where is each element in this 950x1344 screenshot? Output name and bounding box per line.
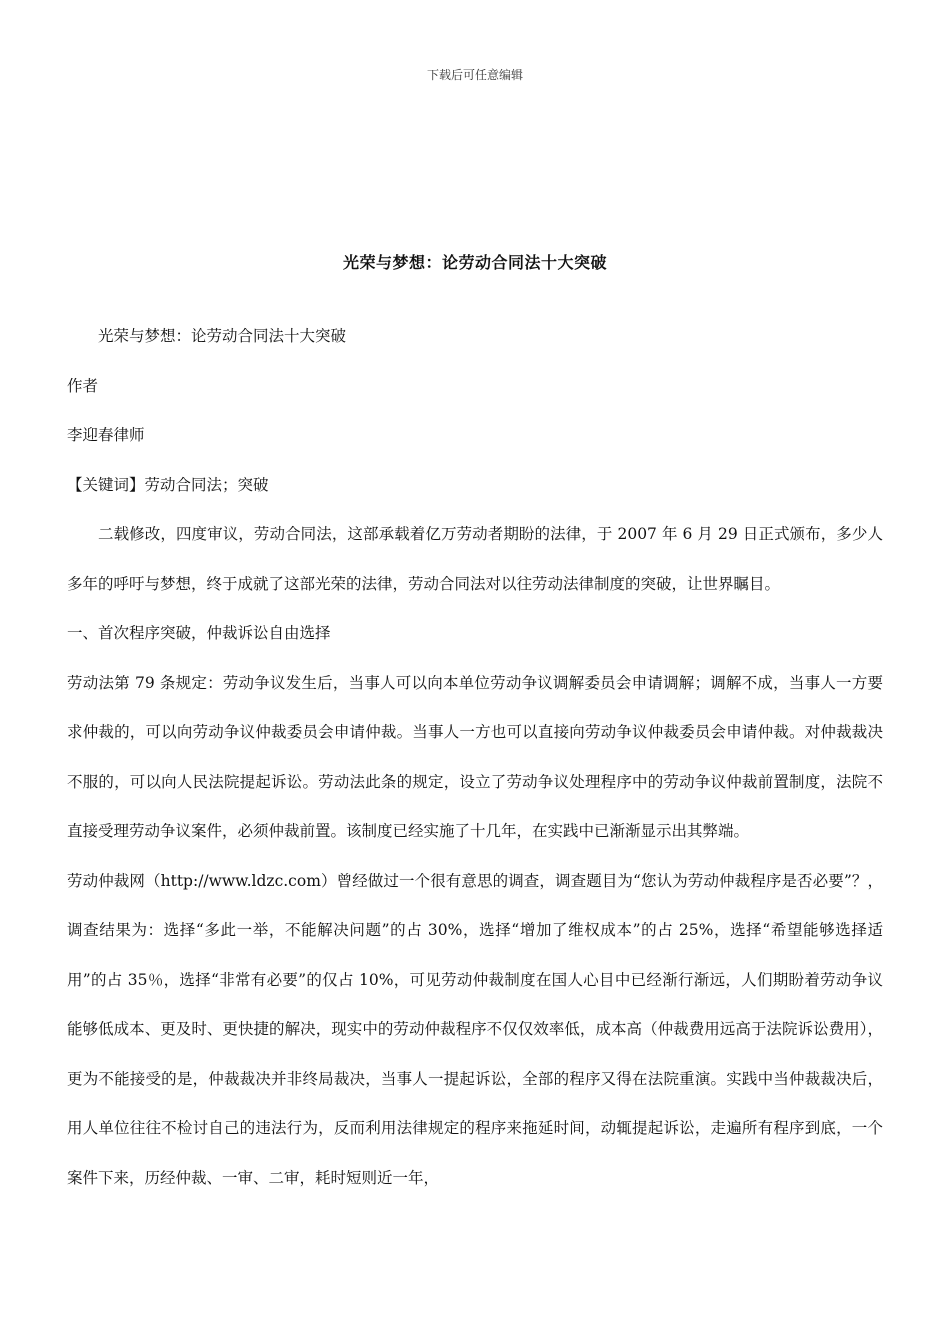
document-title: 光荣与梦想：论劳动合同法十大突破 <box>342 253 607 272</box>
document-subtitle: 光荣与梦想：论劳动合同法十大突破 <box>98 327 347 345</box>
author-label: 作者 <box>67 376 99 395</box>
document-body <box>67 312 883 1203</box>
paragraph-intro: 二载修改，四度审议，劳动合同法，这部承载着亿万劳动者期盼的法律，于 2007 年 6 月 29 日正式颁布，多少人多年的呼吁与梦想，终于成就了这部光荣的法律，劳动合同法对以往劳动法律制度的突破，让世界瞩目。 <box>67 525 883 593</box>
paragraph-survey: 劳动仲裁网（http://www.ldzc.com）曾经做过一个很有意思的调查，调查题目为“您认为劳动仲裁程序是否必要”？，调查结果为：选择“多此一举，不能解决问题”的占 30%，选择“增加了维权成本”的占 25%，选择“希望能够选择适用”的占 35％，选择“非常有必要”的仅占 10%，可见劳动仲裁制度在国人心目中已经渐行渐远，人们期盼着劳动争议能够低成本、更及时、更快捷的解决，现实中的劳动仲裁程序不仅仅效率低，成本高（仲裁费用远高于法院诉讼费用），更为不能接受的是，仲裁裁决并非终局裁决，当事人一提起诉讼，全部的程序又得在法院重演。实践中当仲裁裁决后，用人单位往往不检讨自己的违法行为，反而利用法律规定的程序来拖延时间，动辄提起诉讼，走遍所有程序到底，一个案件下来，历经仲裁、一审、二审，耗时短则近一年， <box>67 871 883 1187</box>
author-name: 李迎春律师 <box>67 426 145 444</box>
paragraph-law-article: 劳动法第 79 条规定：劳动争议发生后，当事人可以向本单位劳动争议调解委员会申请调解；调解不成，当事人一方要求仲裁的，可以向劳动争议仲裁委员会申请仲裁。当事人一方也可以直接向劳动争议仲裁委员会申请仲裁。对仲裁裁决不服的，可以向人民法院提起诉讼。劳动法此条的规定，设立了劳动争议处理程序中的劳动争议仲裁前置制度，法院不直接受理劳动争议案件，必须仲裁前置。该制度已经实施了十几年，在实践中已渐渐显示出其弊端。 <box>67 673 883 840</box>
section-heading: 一、首次程序突破，仲裁诉讼自由选择 <box>67 624 331 642</box>
keywords: 【关键词】劳动合同法；突破 <box>67 475 269 494</box>
header-note: 下载后可任意编辑 <box>426 68 523 82</box>
